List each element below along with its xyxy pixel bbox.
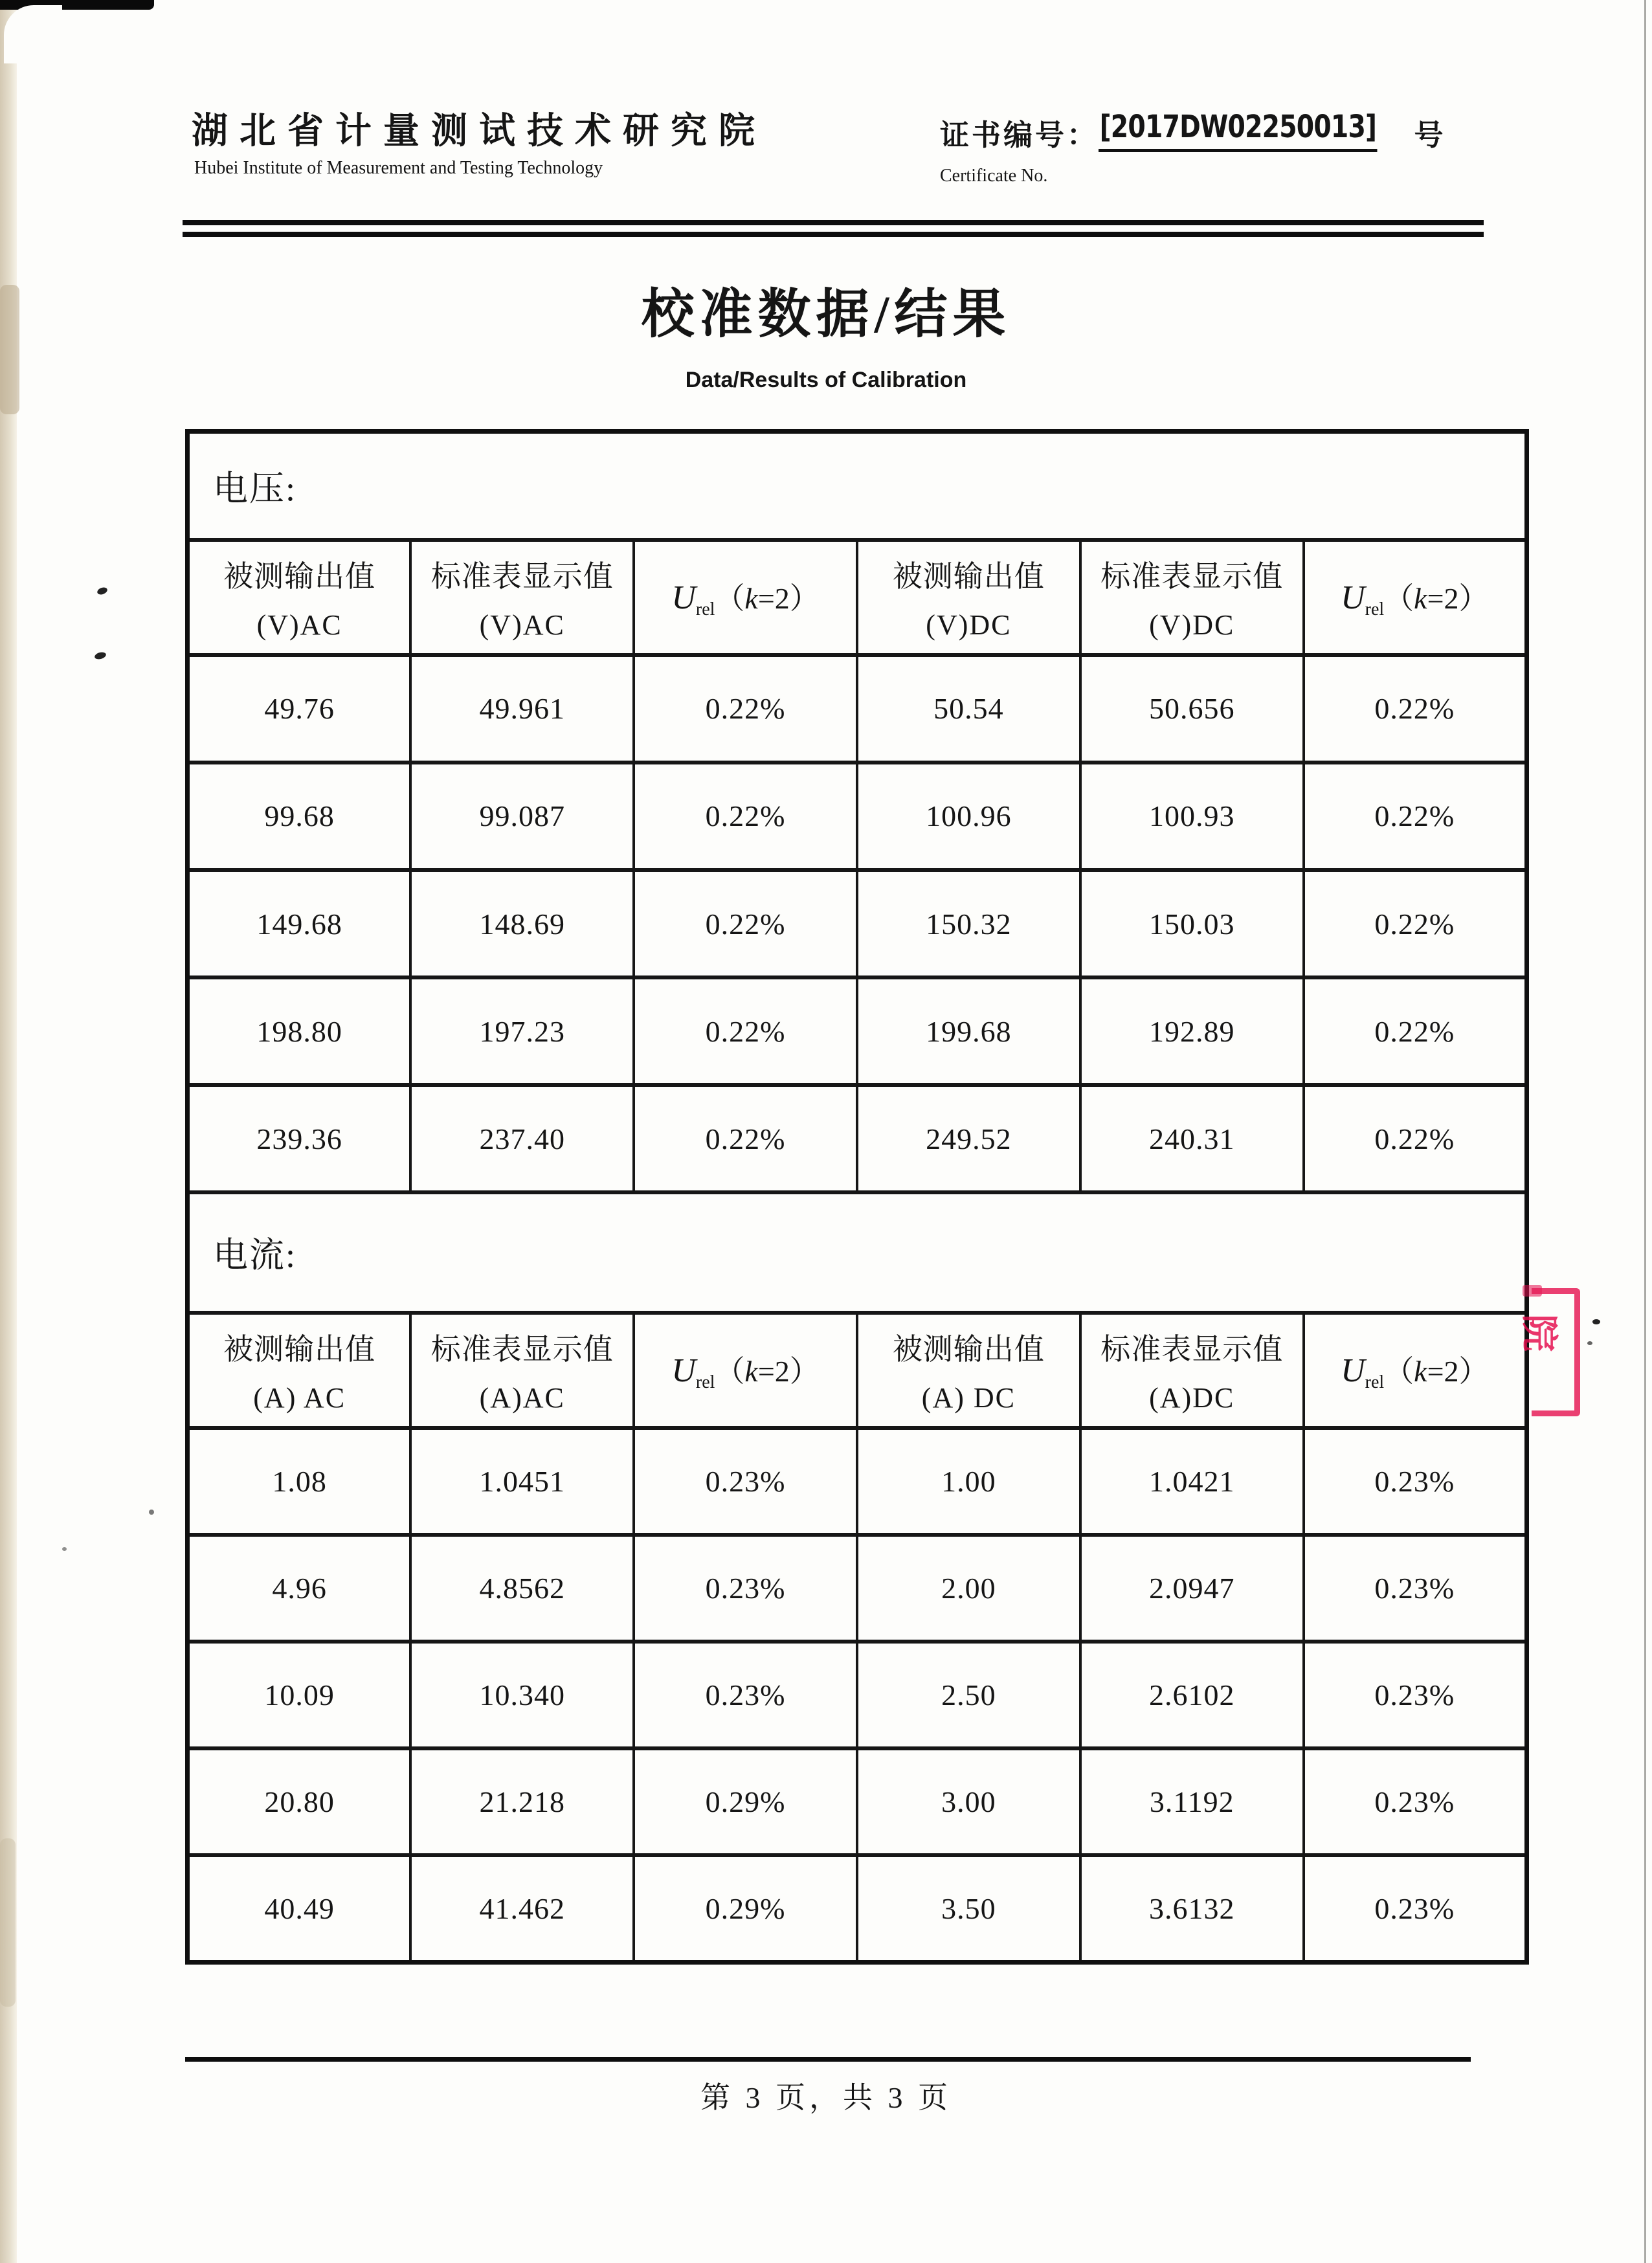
col-header-standard-adc: [1080, 1313, 1304, 1428]
cell-value: 40.49: [188, 1855, 411, 1962]
certificate-number-label-en: Certificate No.: [940, 166, 1048, 186]
urel-paren-open: （: [715, 581, 745, 615]
calibration-results-table: [185, 429, 1529, 1965]
urel-k: k: [744, 581, 758, 615]
col-header-urel-adc: [1304, 1313, 1527, 1428]
cell-value: 150.32: [857, 870, 1080, 977]
cell-value: 2.6102: [1080, 1642, 1304, 1748]
voltage-data-row: [188, 655, 1527, 763]
cell-value: 0.23%: [634, 1535, 857, 1642]
cell-value: 10.09: [188, 1642, 411, 1748]
cell-value: 237.40: [410, 1085, 634, 1192]
voltage-section-row: [188, 432, 1527, 540]
current-section-row: [188, 1192, 1527, 1312]
col-header-line1: 被测输出值: [223, 1333, 376, 1366]
cell-value: 0.22%: [634, 870, 857, 977]
scan-speck: [62, 1547, 67, 1551]
scan-smudge: [0, 1838, 16, 2007]
cell-value: 197.23: [410, 977, 634, 1085]
certificate-number-value: [2017DW02250013]: [1099, 109, 1378, 152]
current-data-row: [188, 1748, 1527, 1855]
cell-value: 49.76: [188, 655, 411, 763]
current-header-row: [188, 1313, 1527, 1428]
urel-symbol: U: [671, 579, 696, 616]
urel-paren-open: （: [1384, 1354, 1414, 1388]
cell-value: 192.89: [1080, 977, 1304, 1085]
page-title-en: Data/Results of Calibration: [685, 368, 967, 392]
institute-name-cn: 湖北省计量测试技术研究院: [192, 111, 766, 151]
col-header-line1: 被测输出值: [223, 560, 376, 594]
col-header-line2: (V)DC: [926, 609, 1012, 641]
cell-value: 0.22%: [1304, 977, 1527, 1085]
col-header-line1: 标准表显示值: [1100, 560, 1284, 594]
voltage-data-row: [188, 1085, 1527, 1192]
page-title-cn: 校准数据/结果: [641, 285, 1011, 344]
cell-value: 3.50: [857, 1855, 1080, 1962]
footer-divider-rule: [185, 2057, 1471, 2062]
col-header-urel-aac: [634, 1313, 857, 1428]
cell-value: 3.00: [857, 1748, 1080, 1855]
scan-speck: [1587, 1341, 1592, 1345]
voltage-section-label: 电压:: [188, 432, 1527, 540]
col-header-standard-vdc: [1080, 540, 1304, 655]
cell-value: 0.22%: [634, 763, 857, 870]
cell-value: 0.23%: [634, 1428, 857, 1535]
col-header-line2: (A) DC: [921, 1382, 1016, 1414]
page-number: 第 3 页，共 3 页: [700, 2081, 952, 2114]
cell-value: 4.96: [188, 1535, 411, 1642]
cell-value: 0.23%: [1304, 1428, 1527, 1535]
cell-value: 0.22%: [1304, 870, 1527, 977]
cell-value: 0.22%: [634, 977, 857, 1085]
urel-rest: =2）: [757, 581, 820, 615]
urel-k: k: [744, 1354, 758, 1388]
scan-speck: [1592, 1319, 1600, 1324]
urel-symbol: U: [671, 1352, 696, 1389]
scan-speck: [94, 651, 107, 660]
urel-subscript: rel: [1365, 1372, 1385, 1392]
cell-value: 240.31: [1080, 1085, 1304, 1192]
voltage-data-row: [188, 763, 1527, 870]
urel-rest: =2）: [1427, 581, 1489, 615]
cell-value: 50.54: [857, 655, 1080, 763]
col-header-line2: (A) AC: [253, 1382, 346, 1414]
cell-value: 99.087: [410, 763, 634, 870]
urel-k: k: [1414, 1354, 1427, 1388]
urel-paren-open: （: [1384, 581, 1414, 615]
col-header-measured-vac: [188, 540, 411, 655]
header-divider-rule: [183, 220, 1484, 237]
cell-value: 2.0947: [1080, 1535, 1304, 1642]
scan-speck: [149, 1510, 154, 1515]
cell-value: 239.36: [188, 1085, 411, 1192]
cell-value: 149.68: [188, 870, 411, 977]
cell-value: 0.23%: [1304, 1642, 1527, 1748]
cell-value: 1.0451: [410, 1428, 634, 1535]
col-header-line2: (A)DC: [1149, 1382, 1235, 1414]
urel-k: k: [1414, 581, 1427, 615]
col-header-standard-aac: [410, 1313, 634, 1428]
urel-subscript: rel: [695, 599, 715, 619]
urel-symbol: U: [1341, 1352, 1365, 1389]
voltage-data-row: [188, 870, 1527, 977]
current-data-row: [188, 1855, 1527, 1962]
current-section-label: 电流:: [188, 1192, 1527, 1312]
col-header-standard-vac: [410, 540, 634, 655]
col-header-line1: 被测输出值: [892, 560, 1045, 594]
urel-subscript: rel: [695, 1372, 715, 1392]
cell-value: 2.50: [857, 1642, 1080, 1748]
col-header-measured-aac: [188, 1313, 411, 1428]
urel-rest: =2）: [757, 1354, 820, 1388]
col-header-urel-vdc: [1304, 540, 1527, 655]
cell-value: 0.23%: [1304, 1748, 1527, 1855]
current-data-row: [188, 1428, 1527, 1535]
cell-value: 0.29%: [634, 1855, 857, 1962]
urel-rest: =2）: [1427, 1354, 1489, 1388]
cell-value: 0.22%: [1304, 655, 1527, 763]
certificate-number-suffix: 号: [1414, 119, 1444, 151]
urel-subscript: rel: [1365, 599, 1385, 619]
certificate-number-line: [940, 109, 1443, 153]
scan-corner: [4, 5, 62, 63]
urel-symbol: U: [1341, 579, 1365, 616]
col-header-line1: 标准表显示值: [1100, 1333, 1284, 1366]
cell-value: 1.0421: [1080, 1428, 1304, 1535]
cell-value: 20.80: [188, 1748, 411, 1855]
cell-value: 100.93: [1080, 763, 1304, 870]
cell-value: 49.961: [410, 655, 634, 763]
cell-value: 3.6132: [1080, 1855, 1304, 1962]
col-header-line2: (V)AC: [256, 609, 342, 641]
cell-value: 4.8562: [410, 1535, 634, 1642]
col-header-measured-vdc: [857, 540, 1080, 655]
cell-value: 2.00: [857, 1535, 1080, 1642]
col-header-measured-adc: [857, 1313, 1080, 1428]
col-header-line1: 标准表显示值: [430, 1333, 614, 1366]
cell-value: 21.218: [410, 1748, 634, 1855]
voltage-header-row: [188, 540, 1527, 655]
cell-value: 1.00: [857, 1428, 1080, 1535]
voltage-data-row: [188, 977, 1527, 1085]
cell-value: 0.22%: [1304, 1085, 1527, 1192]
urel-paren-open: （: [715, 1354, 745, 1388]
cell-value: 249.52: [857, 1085, 1080, 1192]
cell-value: 198.80: [188, 977, 411, 1085]
current-data-row: [188, 1642, 1527, 1748]
col-header-line1: 被测输出值: [892, 1333, 1045, 1366]
scan-speck: [96, 586, 108, 596]
cell-value: 41.462: [410, 1855, 634, 1962]
cell-value: 99.68: [188, 763, 411, 870]
cell-value: 0.22%: [634, 655, 857, 763]
cell-value: 199.68: [857, 977, 1080, 1085]
cell-value: 0.22%: [1304, 763, 1527, 870]
cell-value: 0.23%: [1304, 1535, 1527, 1642]
cell-value: 50.656: [1080, 655, 1304, 763]
red-seal-ink-blot: [1523, 1285, 1542, 1297]
red-seal-character: 院: [1518, 1313, 1561, 1352]
cell-value: 0.29%: [634, 1748, 857, 1855]
institute-name-en: Hubei Institute of Measurement and Testing Technology: [194, 158, 603, 178]
col-header-line2: (V)AC: [479, 609, 565, 641]
cell-value: 150.03: [1080, 870, 1304, 977]
cell-value: 10.340: [410, 1642, 634, 1748]
col-header-urel-vac: [634, 540, 857, 655]
cell-value: 1.08: [188, 1428, 411, 1535]
red-seal-partial: [1518, 1288, 1580, 1416]
cell-value: 148.69: [410, 870, 634, 977]
cell-value: 100.96: [857, 763, 1080, 870]
certificate-number-label-cn: 证书编号：: [940, 119, 1099, 151]
current-data-row: [188, 1535, 1527, 1642]
col-header-line1: 标准表显示值: [430, 560, 614, 594]
cell-value: 3.1192: [1080, 1748, 1304, 1855]
col-header-line2: (A)AC: [479, 1382, 565, 1414]
cell-value: 0.23%: [1304, 1855, 1527, 1962]
cell-value: 0.22%: [634, 1085, 857, 1192]
col-header-line2: (V)DC: [1149, 609, 1235, 641]
cell-value: 0.23%: [634, 1642, 857, 1748]
